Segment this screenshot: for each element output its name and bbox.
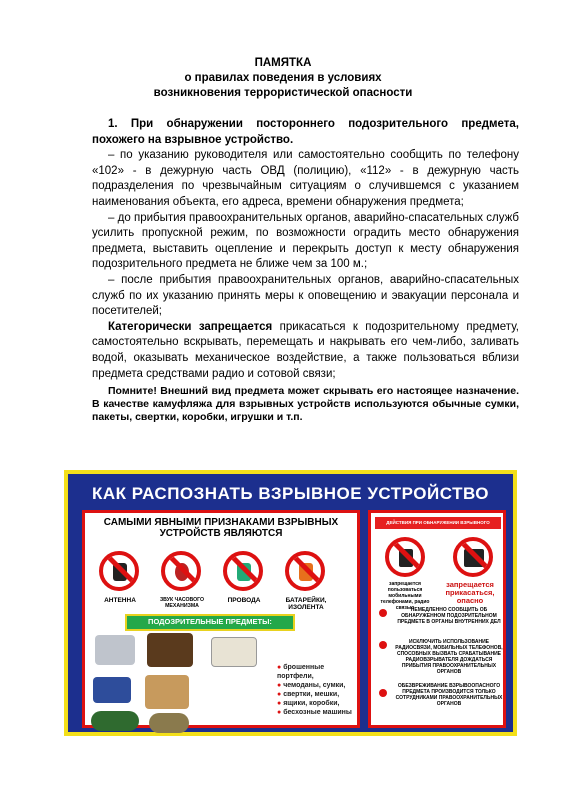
touch-warning-text: запрещается прикасаться, опасно: [445, 580, 495, 605]
instruction-paragraph-3: – после прибытия правоохранительных органов, аварийно-спасательных служб по их указанию принять меры к оповещению и эвакуации персонала и посетителей;: [92, 273, 519, 318]
poster-right-panel: [368, 510, 506, 728]
suspicious-item: ● бесхозные машины: [277, 708, 359, 717]
suspicious-items-list: [277, 663, 359, 717]
bullet-icon: [379, 641, 387, 649]
cardboard-box-icon: [145, 675, 189, 709]
sign-row: [89, 547, 355, 611]
warning-paragraph: Помните! Внешний вид предмета может скрывать его настоящее назначение. В качестве камуфляжа для взрывных устройств используются обычные сумки, пакеты, свертки, коробки, игрушки и т.п.: [92, 385, 519, 424]
suspicious-item: ● свертки, мешки,: [277, 690, 359, 699]
action-text-1: НЕМЕДЛЕННО СООБЩИТЬ ОБ ОБНАРУЖЕННОМ ПОДОЗРИТЕЛЬНОМ ПРЕДМЕТЕ В ОРГАНЫ ВНУТРЕННИХ ДЕЛ: [397, 607, 501, 625]
bullet-icon: [379, 609, 387, 617]
action-text-3: ОБЕЗВРЕЖИВАНИЕ ВЗРЫВООПАСНОГО ПРЕДМЕТА ПРОИЗВОДИТСЯ ТОЛЬКО СОТРУДНИКАМИ ПРАВООХРАНИТЕЛЬНЫХ ОРГАНОВ: [395, 683, 503, 707]
bag-icon: [91, 711, 139, 731]
poster-left-heading: САМЫМИ ЯВНЫМИ ПРИЗНАКАМИ ВЗРЫВНЫХ УСТРОЙСТВ ЯВЛЯЮТСЯ: [103, 517, 339, 539]
suspicious-heading: ПОДОЗРИТЕЛЬНЫЕ ПРЕДМЕТЫ:: [125, 614, 295, 631]
sack-icon: [149, 713, 189, 733]
wires-sign-icon: [223, 551, 263, 591]
no-phone-sign-icon: [385, 537, 425, 577]
title-line-2: о правилах поведения в условиях: [184, 72, 382, 84]
action-text-2: ИСКЛЮЧИТЬ ИСПОЛЬЗОВАНИЕ РАДИОСВЯЗИ, МОБИЛЬНЫХ ТЕЛЕФОНОВ, СПОСОБНЫХ ВЫЗВАТЬ СРАБАТЫВАНИЕ РАДИОВЗРЫВАТЕЛЯ ДОЖДАТЬСЯ ПРИБЫТИЯ ПРАВООХРАНИТЕЛЬНЫХ ОРГАНОВ: [395, 639, 503, 675]
warning-poster: [64, 470, 517, 736]
no-touch-sign-icon: [453, 537, 493, 577]
box-icon: [211, 637, 257, 667]
crate-icon: [147, 633, 193, 667]
bullet-icon: [379, 689, 387, 697]
title-line-1: ПАМЯТКА: [254, 57, 312, 69]
document-title: [0, 56, 566, 101]
document-body: [92, 117, 519, 424]
suitcase-icon: [93, 677, 131, 703]
forbidden-text: прикасаться к подозрительному предмету, самостоятельно вскрывать, перемещать и накрывать его чем-либо, заливать водой, оказывать механическое воздействие, а также пользоваться вблизи предмета средствами радио и сотовой связи;: [92, 320, 519, 380]
poster-title: КАК РАСПОЗНАТЬ ВЗРЫВНОЕ УСТРОЙСТВО: [91, 484, 490, 503]
section-heading: 1. При обнаружении постороннего подозрительного предмета, похожего на взрывное устройство.: [92, 118, 519, 146]
poster-left-panel: [82, 510, 360, 728]
suspicious-item: ● чемоданы, сумки,: [277, 681, 359, 690]
battery-sign-icon: [285, 551, 325, 591]
forbidden-bold: Категорически запрещается: [108, 320, 273, 333]
instruction-paragraph-1: – по указанию руководителя или самостоятельно сообщить по телефону «102» - в дежурную часть ОВД (полицию), «112» - в дежурную часть подразделения по чрезвычайным ситуациям о случившемся с указанием наименования объекта, его адреса, времени обнаружения предмета;: [92, 149, 519, 208]
clock-sign-icon: [161, 551, 201, 591]
poster-right-heading: ДЕЙСТВИЯ ПРИ ОБНАРУЖЕНИИ ВЗРЫВНОГО УСТРОЙСТВА: [375, 517, 501, 529]
phone-warning-text: запрещается пользоваться мобильными телефонами, радио связью: [380, 581, 430, 611]
sign-label-wires: ПРОВОДА: [227, 597, 261, 604]
antenna-sign-icon: [99, 551, 139, 591]
suspicious-item: ● ящики, коробки,: [277, 699, 359, 708]
sign-label-clock: ЗВУК ЧАСОВОГО МЕХАНИЗМА: [159, 597, 205, 609]
sign-label-battery: БАТАРЕЙКИ, ИЗОЛЕНТА: [285, 597, 327, 611]
suspicious-item: ● брошенные портфели,: [277, 663, 359, 681]
suspicious-items-illustration: [89, 631, 279, 721]
mailbox-icon: [95, 635, 135, 665]
instruction-paragraph-2: – до прибытия правоохранительных органов, аварийно-спасательных служб усилить пропускной режим, по возможности оградить место обнаружения предмета, выставить оцепление и перекрыть доступ к месту обнаружения подозрительного предмета не ближе чем за 100 м.;: [92, 211, 519, 271]
sign-label-antenna: АНТЕННА: [104, 597, 136, 604]
title-line-3: возникновения террористической опасности: [153, 87, 413, 99]
forbidden-paragraph: [92, 320, 519, 382]
